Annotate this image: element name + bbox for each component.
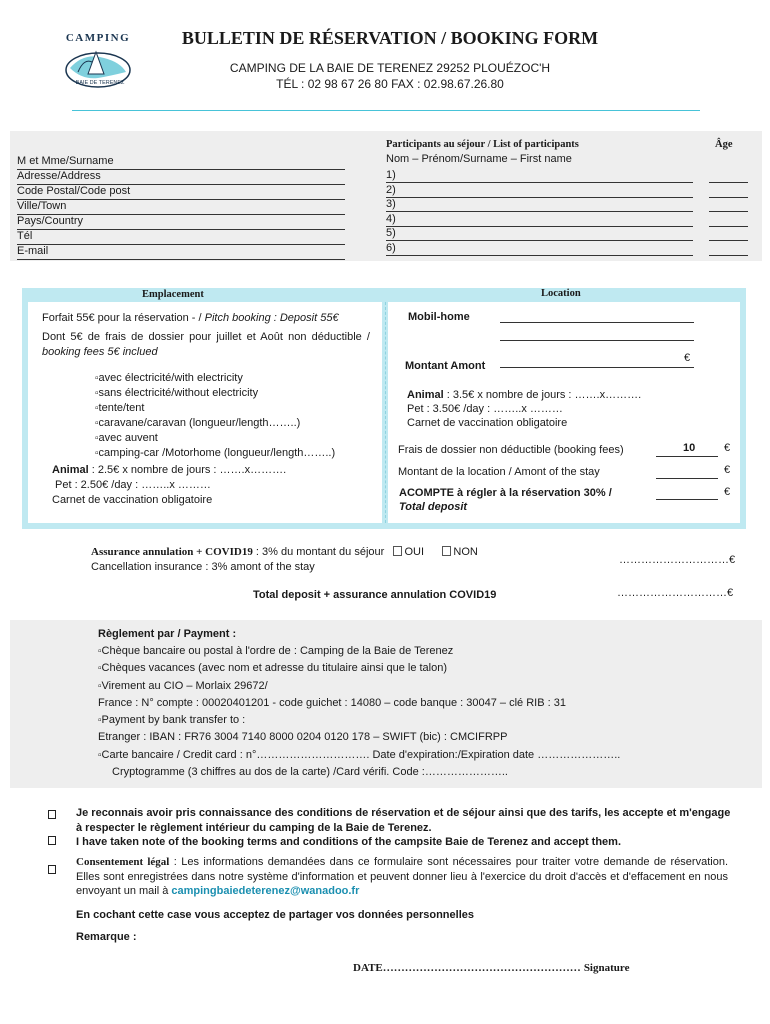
emplacement-pet: Pet : 2.50€ /day : ……..x ……… [55, 479, 211, 491]
payment-transfer[interactable]: ▫ Virement au CIO – Morlaix 29672/ [98, 678, 620, 695]
emplacement-title: Emplacement [142, 289, 204, 300]
insurance-yes-label: OUI [404, 546, 425, 558]
date-signature [353, 961, 629, 976]
age-input-2[interactable] [709, 184, 748, 198]
share-data-text: En cochant cette case vous acceptez de partager vos données personnelles [76, 909, 474, 921]
montant-label: Montant Amont [405, 360, 486, 372]
age-title: Âge [715, 139, 733, 150]
location-title: Location [541, 288, 581, 299]
location-animal [407, 388, 641, 403]
identity-fields [17, 155, 345, 260]
option-electricity[interactable]: ▫ avec électricité/with electricity [95, 371, 335, 386]
payment-holiday-vouchers[interactable]: ▫ Chèques vacances (avec nom et adresse du titulaire ainsi que le talon) [98, 660, 620, 677]
remarque-label: Remarque : [76, 931, 137, 943]
participant-row-6[interactable]: 6) [386, 242, 693, 256]
insurance-amount[interactable]: …………………………€ [619, 554, 736, 566]
insurance-english: Cancellation insurance : 3% amont of the stay [91, 561, 315, 573]
forfait-fr: Forfait 55€ pour la réservation - / [42, 312, 205, 324]
total-deposit-label: Total deposit [399, 501, 468, 513]
participant-row-4[interactable]: 4) [386, 213, 693, 227]
location-animal-label: Animal [407, 389, 444, 401]
forfait-en: Pitch booking : Deposit 55€ [204, 312, 339, 324]
terms-checkbox-fr[interactable] [48, 809, 56, 822]
checkbox-icon [48, 865, 56, 874]
payment-title: Règlement par / Payment : [98, 628, 237, 640]
address-line: CAMPING DE LA BAIE DE TERENEZ 29252 PLOUÉZOC'H [229, 61, 551, 75]
emplacement-animal [52, 463, 286, 478]
location-vaccination: Carnet de vaccination obligatoire [407, 417, 568, 429]
logo-word: CAMPING [65, 32, 131, 44]
option-motorhome[interactable]: ▫ camping-car /Motorhome (longueur/length……..) [95, 446, 335, 461]
payment-cheque[interactable]: ▫ Chèque bancaire ou postal à l'ordre de : Camping de la Baie de Terenez [98, 643, 620, 660]
age-input-1[interactable] [709, 169, 748, 183]
participant-row-2[interactable]: 2) [386, 184, 693, 198]
animal-text: : 2.5€ x nombre de jours : …….x………. [88, 464, 287, 476]
insurance-no-checkbox[interactable] [442, 546, 451, 556]
payment-iban: Etranger : IBAN : FR76 3004 7140 8000 0204 0120 178 – SWIFT (bic) : CMCIFRPP [98, 731, 508, 744]
forfait-text [42, 311, 339, 326]
postcode-field[interactable]: Code Postal/Code post [17, 185, 345, 200]
participants-title: Participants au séjour / List of participants [386, 139, 579, 150]
terms-fr: Je reconnais avoir pris connaissance des conditions de réservation et de séjour ainsi que des tarifs, les accepte et m'engage à respecter le règlement intérieur du camping de la Baie de Terenez. [76, 807, 731, 834]
email-field[interactable]: E-mail [17, 245, 345, 260]
total-amount[interactable]: …………………………€ [617, 587, 734, 599]
deposit-label: ACOMPTE à régler à la réservation 30% / [399, 487, 612, 499]
animal-label: Animal [52, 464, 89, 476]
payment-methods [98, 643, 620, 781]
dont-fr: Dont 5€ de frais de dossier pour juillet et Août non déductible / [42, 331, 370, 343]
participant-row-5[interactable]: 5) [386, 227, 693, 241]
montant-euro: € [684, 352, 691, 364]
payment-france-account: France : N° compte : 00020401201 - code guichet : 14080 – code banque : 30047 – clé RIB : 31 [98, 696, 566, 709]
town-field[interactable]: Ville/Town [17, 200, 345, 215]
booking-fees-euro: € [724, 442, 731, 454]
surname-field[interactable]: M et Mme/Surname [17, 155, 345, 170]
booking-fees-label: Frais de dossier non déductible (booking fees) [398, 444, 624, 456]
camping-address [150, 60, 630, 92]
deposit-euro: € [724, 486, 731, 498]
option-no-electricity[interactable]: ▫ sans électricité/without electricity [95, 386, 335, 401]
mobil-home-input-1[interactable] [500, 322, 694, 323]
age-input-6[interactable] [709, 242, 748, 256]
stay-amount-euro: € [724, 464, 731, 476]
camping-email-link[interactable]: campingbaiedeterenez@wanadoo.fr [171, 885, 360, 897]
insurance-line [91, 545, 478, 560]
insurance-yes-checkbox[interactable] [393, 546, 402, 556]
total-label: Total deposit + assurance annulation COVID19 [253, 589, 497, 601]
phone-field[interactable]: Tél [17, 230, 345, 245]
location-animal-text: : 3.5€ x nombre de jours : …….x………. [443, 389, 642, 401]
terms-checkbox-en[interactable] [48, 835, 56, 848]
dont-text [42, 330, 370, 360]
pitch-options [95, 371, 335, 461]
participant-row-1[interactable]: 1) [386, 169, 693, 183]
checkbox-icon [48, 836, 56, 845]
payment-bank-transfer[interactable]: ▫ Payment by bank transfer to : [98, 712, 620, 729]
emplacement-vaccination: Carnet de vaccination obligatoire [52, 494, 213, 506]
insurance-rate: : 3% du montant du séjour [252, 546, 385, 558]
phone-line: TÉL : 02 98 67 26 80 FAX : 02.98.67.26.80 [276, 77, 504, 91]
payment-credit-card[interactable]: ▫ Carte bancaire / Credit card : n°…………………………. Date d'expiration:/Expiration date ………………….. [98, 747, 620, 764]
insurance-no-label: NON [453, 546, 478, 558]
booking-fees-line [656, 456, 718, 457]
mobil-home-input-2[interactable] [500, 340, 694, 341]
date-field[interactable]: DATE……………………………………………… [353, 962, 581, 974]
montant-input[interactable] [500, 367, 694, 368]
mobil-home-label: Mobil-home [408, 311, 470, 323]
stay-amount-label: Montant de la location / Amont of the stay [398, 466, 600, 478]
option-awning[interactable]: ▫ avec auvent [95, 431, 335, 446]
legal-consent [76, 855, 728, 899]
option-tent[interactable]: ▫ tente/tent [95, 401, 335, 416]
insurance-label: Assurance annulation + COVID19 [91, 546, 253, 558]
logo-sub: BAIE DE TERENEZ [75, 80, 125, 86]
signature-label[interactable]: Signature [583, 962, 630, 974]
stay-amount-input[interactable] [656, 478, 718, 479]
legal-text: : Les informations demandées dans ce formulaire sont nécessaires pour traiter votre demande de réservation. Elles sont enregistrées dans notre système d'information et peuvent donner lieu à l'exercice du droit d'accès et d'effacement en nous envoyant un mail à [76, 856, 728, 897]
location-pet: Pet : 3.50€ /day : ……..x ……… [407, 403, 563, 415]
address-field[interactable]: Adresse/Address [17, 170, 345, 185]
header-divider [72, 110, 700, 111]
participants-subtitle: Nom – Prénom/Surname – First name [386, 153, 572, 165]
camping-logo [44, 28, 154, 90]
legal-label: Consentement légal [76, 856, 170, 868]
payment-crypto[interactable]: Cryptogramme (3 chiffres au dos de la carte) /Card vérifi. Code :………………….. [112, 766, 508, 779]
option-caravan[interactable]: ▫ caravane/caravan (longueur/length……..) [95, 416, 335, 431]
panel-separator [385, 302, 386, 523]
checkbox-icon [48, 810, 56, 819]
consent-checkbox[interactable] [48, 864, 56, 877]
age-input-4[interactable] [709, 213, 748, 227]
participant-row-3[interactable]: 3) [386, 198, 693, 212]
deposit-input[interactable] [656, 499, 718, 500]
country-field[interactable]: Pays/Country [17, 215, 345, 230]
age-input-3[interactable] [709, 198, 748, 212]
booking-fees-value: 10 [683, 442, 696, 454]
dont-en: booking fees 5€ inclued [42, 346, 158, 358]
form-title: BULLETIN DE RÉSERVATION / BOOKING FORM [181, 28, 599, 48]
age-input-5[interactable] [709, 227, 748, 241]
terms-en: I have taken note of the booking terms and conditions of the campsite Baie de Terenez and accept them. [76, 836, 622, 848]
